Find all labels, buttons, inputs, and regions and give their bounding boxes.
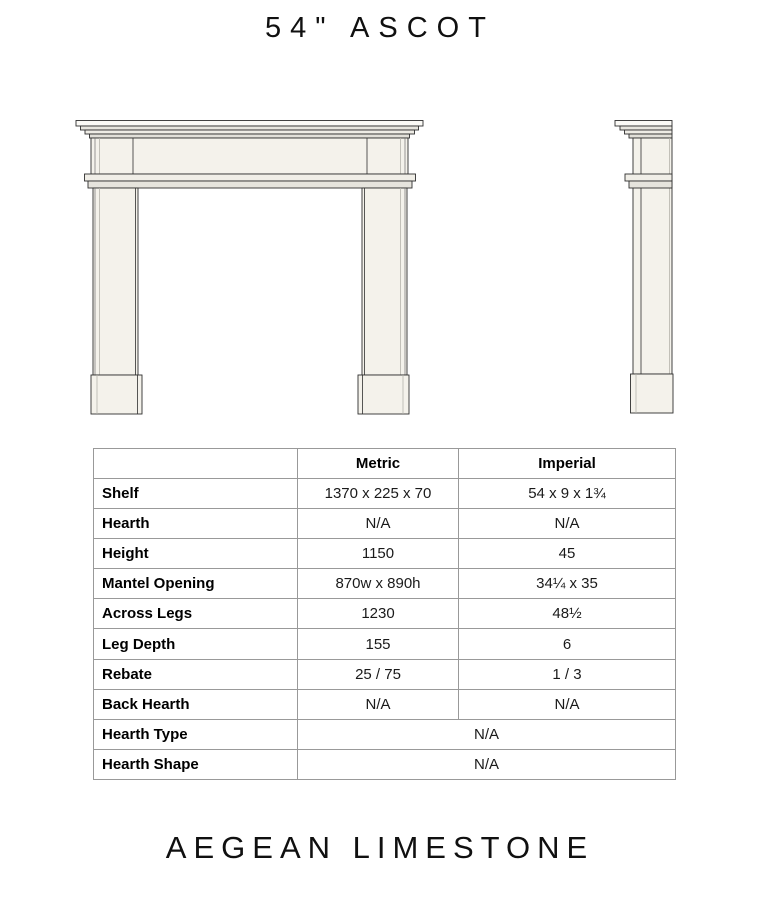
table-row-merged <box>94 719 676 749</box>
front-shelf-step2 <box>85 130 415 134</box>
metric-value: 155 <box>298 629 459 659</box>
column-header-metric: Metric <box>298 449 459 479</box>
imperial-value: N/A <box>459 509 676 539</box>
row-label: Hearth <box>94 509 298 539</box>
side-shelf-step3 <box>629 134 672 138</box>
table-row <box>94 599 676 629</box>
front-left-foot-block <box>91 375 142 414</box>
side-mid-moulding-top <box>625 174 672 181</box>
merged-value: N/A <box>298 719 676 749</box>
spec-table <box>93 448 676 780</box>
imperial-value: 48½ <box>459 599 676 629</box>
merged-value: N/A <box>298 749 676 779</box>
row-label: Shelf <box>94 479 298 509</box>
table-row <box>94 569 676 599</box>
mantel-drawings <box>0 100 760 430</box>
side-shelf-step2 <box>625 130 673 134</box>
metric-value: 25 / 75 <box>298 659 459 689</box>
row-label: Across Legs <box>94 599 298 629</box>
table-row <box>94 689 676 719</box>
front-shelf-slab <box>76 121 423 127</box>
imperial-value: 34¼ x 35 <box>459 569 676 599</box>
side-shelf-slab <box>615 121 672 127</box>
metric-value: 1150 <box>298 539 459 569</box>
side-leg-body <box>633 138 672 374</box>
side-mid-moulding-bottom <box>629 181 672 188</box>
page-title: 54" ASCOT <box>265 12 495 44</box>
row-label: Leg Depth <box>94 629 298 659</box>
table-row <box>94 539 676 569</box>
front-shelf-step3 <box>90 134 410 138</box>
row-label: Hearth Type <box>94 719 298 749</box>
front-shelf-step1 <box>81 126 419 130</box>
metric-value: N/A <box>298 509 459 539</box>
front-mid-moulding-top <box>85 174 416 181</box>
row-label: Mantel Opening <box>94 569 298 599</box>
imperial-value: 1 / 3 <box>459 659 676 689</box>
imperial-value: N/A <box>459 689 676 719</box>
front-mid-moulding-bottom <box>88 181 412 188</box>
imperial-value: 45 <box>459 539 676 569</box>
row-label: Height <box>94 539 298 569</box>
column-header-imperial: Imperial <box>459 449 676 479</box>
row-label: Hearth Shape <box>94 749 298 779</box>
front-right-foot-block <box>358 375 409 414</box>
table-row <box>94 629 676 659</box>
metric-value: N/A <box>298 689 459 719</box>
table-row <box>94 659 676 689</box>
imperial-value: 54 x 9 x 1¾ <box>459 479 676 509</box>
table-corner-cell <box>94 449 298 479</box>
table-row <box>94 509 676 539</box>
table-row <box>94 479 676 509</box>
row-label: Back Hearth <box>94 689 298 719</box>
table-header-row <box>94 449 676 479</box>
metric-value: 1370 x 225 x 70 <box>298 479 459 509</box>
metric-value: 870w x 890h <box>298 569 459 599</box>
material-title: AEGEAN LIMESTONE <box>165 830 595 865</box>
side-shelf-step1 <box>620 126 672 130</box>
imperial-value: 6 <box>459 629 676 659</box>
row-label: Rebate <box>94 659 298 689</box>
mantel-front-view-drawing <box>76 121 423 415</box>
front-frieze <box>91 138 408 174</box>
side-foot-block <box>631 374 674 413</box>
metric-value: 1230 <box>298 599 459 629</box>
mantel-side-view-drawing <box>615 121 673 414</box>
table-row-merged <box>94 749 676 779</box>
